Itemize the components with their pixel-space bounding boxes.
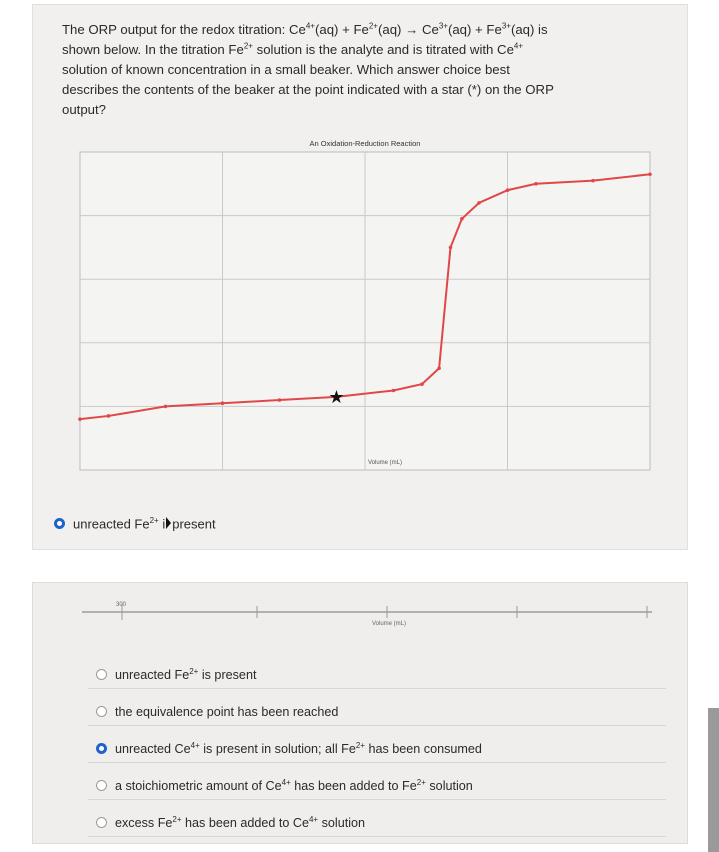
data-point [449, 246, 453, 250]
option-text: the equivalence point has been reached [115, 704, 339, 719]
answer-option-label [115, 705, 338, 719]
option-text: has been added to Fe [290, 778, 417, 793]
q-sup: 2+ [368, 21, 378, 31]
data-point [477, 201, 481, 205]
option-sup: 2+ [172, 814, 182, 824]
axis-xlabel: Volume (mL) [372, 621, 407, 627]
answer-options [96, 656, 666, 841]
radio-selected-icon[interactable] [96, 743, 107, 754]
question-line-5: output? [62, 102, 106, 117]
option-text: solution [425, 778, 473, 793]
axis-tick-label: 300 [116, 602, 127, 608]
option-text: is present [198, 667, 257, 682]
q-sup: 4+ [305, 21, 315, 31]
radio-icon[interactable] [96, 780, 107, 791]
option-sup: 4+ [190, 740, 200, 750]
data-point [591, 179, 595, 183]
option-text: excess Fe [115, 815, 173, 830]
radio-icon[interactable] [96, 817, 107, 828]
data-point [506, 188, 510, 192]
volume-axis-strip [82, 598, 652, 628]
opt-sup: 2+ [149, 516, 159, 525]
question-line-3: solution of known concentration in a small beaker. Which answer choice best [62, 62, 510, 77]
top-selected-option[interactable] [54, 516, 216, 531]
data-point [164, 405, 168, 409]
question-line-2 [62, 40, 652, 60]
answer-option-label [115, 816, 365, 830]
q-text: The ORP output for the redox titration: Ce [62, 22, 306, 37]
volume-axis-svg [82, 598, 652, 628]
data-point [437, 366, 441, 370]
side-scrollbar[interactable] [708, 708, 719, 852]
answer-option[interactable] [96, 767, 666, 804]
answer-option[interactable] [96, 804, 666, 841]
question-line-1 [62, 20, 652, 40]
option-text: unreacted Fe [115, 667, 190, 682]
q-text: (aq) + Fe [447, 22, 502, 37]
q-text: shown below. In the titration Fe [62, 42, 244, 57]
radio-selected-icon[interactable] [54, 518, 65, 529]
orp-chart [46, 132, 658, 502]
x-axis-label: Volume (mL) [367, 460, 403, 466]
option-text: unreacted Ce [115, 741, 191, 756]
option-sup: 2+ [416, 777, 426, 787]
top-option-label [73, 516, 216, 531]
data-point [460, 217, 464, 221]
data-point [107, 414, 111, 418]
option-text: has been consumed [364, 741, 482, 756]
answer-option[interactable] [96, 730, 666, 767]
data-point [534, 182, 538, 186]
orp-chart-svg [46, 132, 658, 502]
q-text: (aq) → Ce [377, 22, 439, 37]
question-text [62, 20, 652, 120]
answer-option-label [115, 668, 256, 682]
q-sup: 3+ [501, 21, 511, 31]
star-marker: ★ [328, 386, 345, 408]
radio-icon[interactable] [96, 706, 107, 717]
data-point [392, 389, 396, 393]
data-point [278, 398, 282, 402]
opt-text: unreacted Fe [73, 516, 150, 532]
opt-text: i [158, 516, 166, 532]
q-sup: 2+ [243, 41, 253, 51]
answer-option-label [115, 742, 482, 756]
data-point [420, 382, 424, 386]
radio-icon[interactable] [96, 669, 107, 680]
question-line-4: describes the contents of the beaker at the point indicated with a star (*) on the ORP [62, 82, 554, 97]
q-text: (aq) is [510, 22, 548, 37]
option-sup: 2+ [355, 740, 365, 750]
q-text: solution is the analyte and is titrated with Ce [252, 42, 514, 57]
option-sup: 4+ [281, 777, 291, 787]
q-text: (aq) + Fe [314, 22, 369, 37]
data-point [78, 417, 82, 421]
option-text: solution [318, 815, 366, 830]
option-text: is present in solution; all Fe [199, 741, 356, 756]
option-sup: 2+ [189, 666, 199, 676]
option-sup: 4+ [308, 814, 319, 824]
data-point [648, 172, 652, 176]
chart-title: An Oxidation-Reduction Reaction [309, 139, 421, 148]
opt-text: present [172, 516, 216, 532]
q-sup: 4+ [513, 41, 524, 51]
cursor-icon [166, 517, 171, 529]
option-text: has been added to Ce [181, 815, 309, 830]
q-sup: 3+ [438, 21, 448, 31]
answer-option-label [115, 779, 473, 793]
data-point [221, 401, 225, 405]
answer-option[interactable] [96, 656, 666, 693]
answer-option[interactable] [96, 693, 666, 730]
option-text: a stoichiometric amount of Ce [115, 778, 282, 793]
